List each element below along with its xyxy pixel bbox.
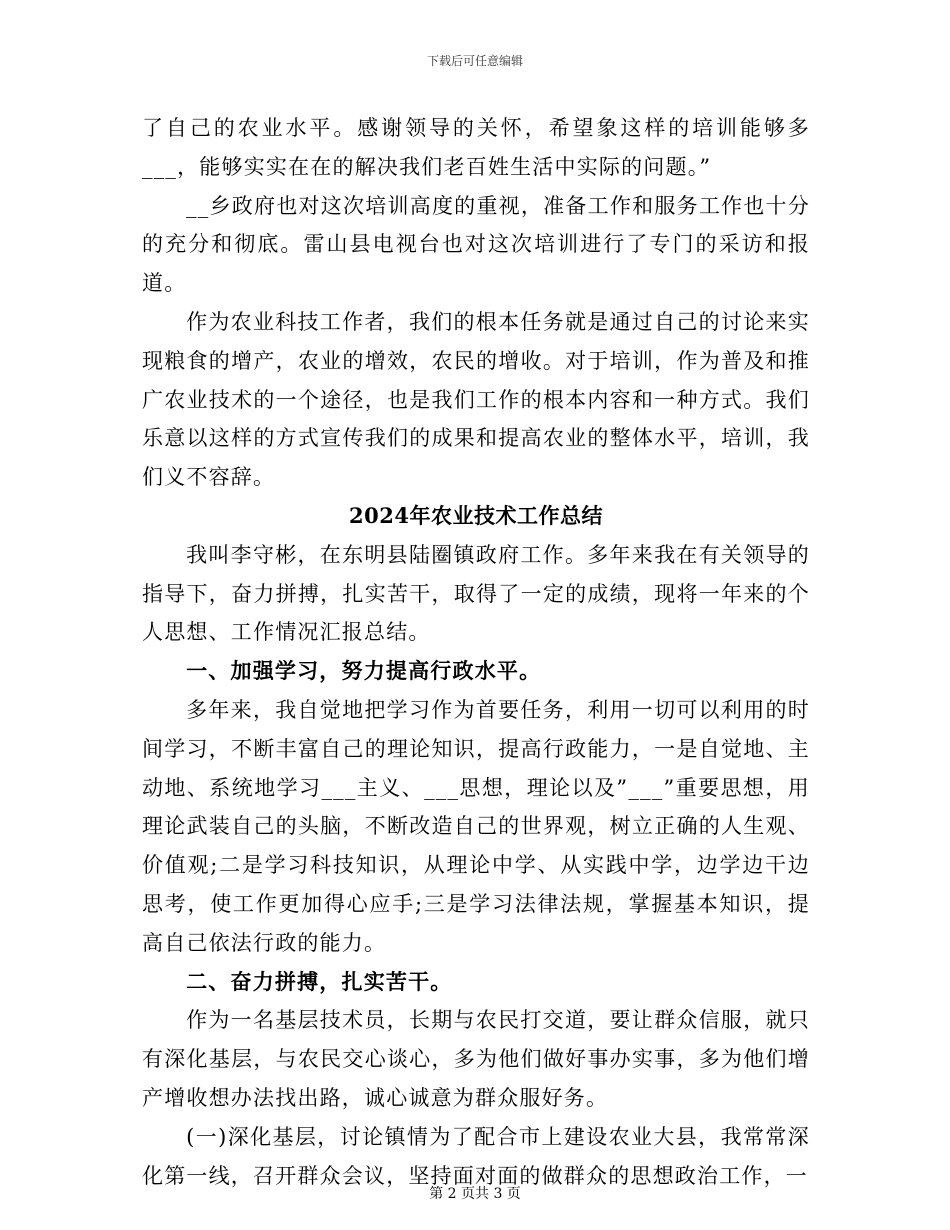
document-title: 2024年农业技术工作总结 (349, 502, 603, 528)
section-heading-2: 二、奋力拼搏，扎实苦干。 (186, 968, 453, 994)
page-header: 下载后可任意编辑 (426, 54, 523, 68)
paragraph-5: 多年来，我自觉地把学习作为首要任务，利用一切可以利用的时间学习，不断丰富自己的理论知识，提高行政能力，一是自觉地、主动地、系统地学习___主义、___思想，理论以及”___”重要思想，用理论武装自己的头脑，不断改造自己的世界观，树立正确的人生观、价值观;二是学习科技知识，从理论中学、从实践中学，边学边干边思考，使工作更加得心应手;三是学习法律法规，掌握基本知识，提高自己依法行政的能力。 (142, 697, 810, 955)
section-heading-1: 一、加强学习，努力提高行政水平。 (186, 658, 542, 684)
page-footer: 第 2 页共 3 页 (429, 1186, 521, 1202)
paragraph-1: 了自己的农业水平。感谢领导的关怀，希望象这样的培训能够多___，能够实实在在的解决我们老百姓生活中实际的问题。” (142, 116, 810, 179)
paragraph-2: __乡政府也对这次培训高度的重视，准备工作和服务工作也十分的充分和彻底。雷山县电视台也对这次培训进行了专门的采访和报道。 (142, 193, 810, 296)
paragraph-7: (一)深化基层，讨论镇情为了配合市上建设农业大县，我常常深化第一线，召开群众会议，坚持面对面的做群众的思想政治工作，一 (142, 1124, 810, 1188)
paragraph-6: 作为一名基层技术员，长期与农民打交道，要让群众信服，就只有深化基层，与农民交心谈心，多为他们做好事办实事，多为他们增产增收想办法找出路，诚心诚意为群众服好务。 (142, 1008, 810, 1110)
paragraph-3: 作为农业科技工作者，我们的根本任务就是通过自己的讨论来实现粮食的增产，农业的增效，农民的增收。对于培训，作为普及和推广农业技术的一个途径，也是我们工作的根本内容和一种方式。我们乐意以这样的方式宣传我们的成果和提高农业的整体水平，培训，我们义不容辞。 (142, 309, 810, 490)
paragraph-4: 我叫李守彬，在东明县陆圈镇政府工作。多年来我在有关领导的指导下，奋力拼搏，扎实苦干，取得了一定的成绩，现将一年来的个人思想、工作情况汇报总结。 (142, 542, 810, 645)
document-body (142, 109, 810, 1195)
